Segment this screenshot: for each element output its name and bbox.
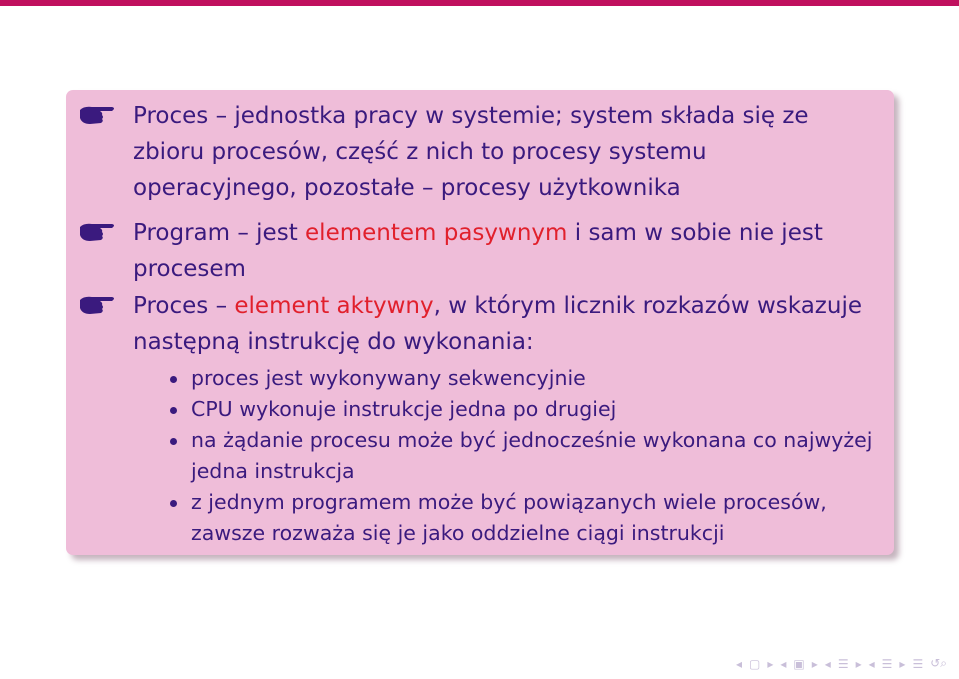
content-block [66,90,894,555]
beamer-navigation [736,656,947,671]
nav-frame-icon[interactable]: ▢ [749,656,761,671]
sub-bullet-item-4 [191,487,881,549]
nav-subsection-icon[interactable]: ▣ [793,656,805,671]
sub-bullet-item-3 [191,425,881,487]
nav-part-prev-icon[interactable]: ◂ [868,656,875,671]
bullet-dot-icon [170,407,177,414]
bullet-item-1 [133,98,873,206]
pointing-hand-icon [78,102,118,130]
sub-bullet-item-2 [191,394,881,425]
nav-section-next-icon[interactable]: ▸ [855,656,862,671]
nav-part-icon[interactable]: ☰ [881,656,893,671]
sub-bullet-text: z jednym programem może być powiązanych wiele procesów, zawsze rozważa się je jako oddzielne ciągi instrukcji [191,490,827,545]
nav-section-icon[interactable]: ☰ [837,656,849,671]
bullet-dot-icon [170,500,177,507]
top-bar [0,0,959,6]
bullet-text-segment: Program – jest [133,220,306,246]
nav-search-icon[interactable]: ↺⌕ [930,656,947,670]
nav-section-prev-icon[interactable]: ◂ [824,656,831,671]
bullet-item-3 [133,288,873,360]
bullet-dot-icon [170,438,177,445]
pointing-hand-icon [78,292,118,320]
nav-align-icon[interactable]: ☰ [912,656,924,671]
nav-subsection-next-icon[interactable]: ▸ [811,656,818,671]
bullet-text-segment: Proces – [133,293,235,319]
pointing-hand-icon [78,219,118,247]
sub-bullet-text: CPU wykonuje instrukcje jedna po drugiej [191,397,617,421]
nav-frame-prev-icon[interactable]: ◂ [735,656,743,671]
nav-frame-next-icon[interactable]: ▸ [767,656,774,671]
bullet-text-segment: Proces – jednostka pracy w systemie; system składa się ze zbioru procesów, część z nich to procesy systemu operacyjnego, pozostałe – procesy użytkownika [133,103,809,201]
sub-bullet-item-1 [191,363,881,394]
bullet-text-segment: i sam w sobie nie jest procesem [133,220,823,282]
nav-part-next-icon[interactable]: ▸ [899,656,906,671]
sub-bullet-text: proces jest wykonywany sekwencyjnie [191,366,586,390]
sub-bullet-text: na żądanie procesu może być jednocześnie wykonana co najwyżej jedna instrukcja [191,428,873,483]
highlighted-term: elementem pasywnym [305,220,568,246]
nav-subsection-prev-icon[interactable]: ◂ [780,656,787,671]
bullet-item-2 [133,215,873,287]
bullet-text-segment: , w którym licznik rozkazów wskazuje następną instrukcję do wykonania: [133,293,862,355]
highlighted-term: element aktywny [234,293,434,319]
bullet-dot-icon [170,376,177,383]
